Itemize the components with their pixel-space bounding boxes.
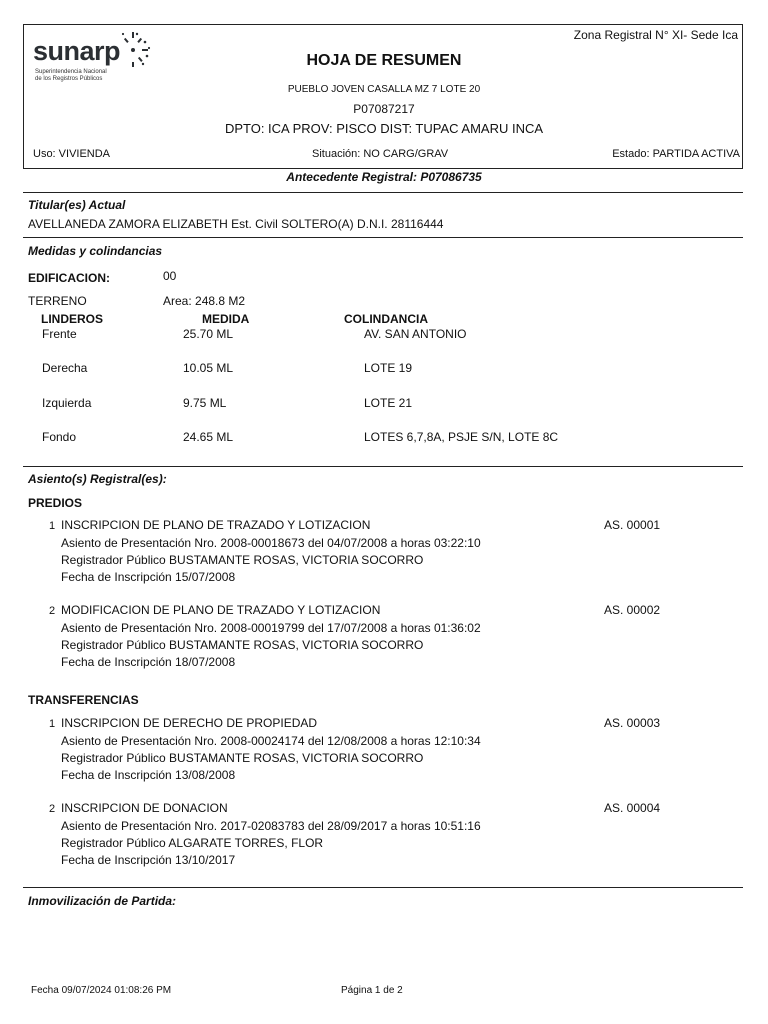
titular-heading: Titular(es) Actual	[28, 198, 126, 212]
partida-number: P07087217	[353, 102, 415, 116]
address: PUEBLO JOVEN CASALLA MZ 7 LOTE 20	[287, 84, 481, 95]
colindancia-cell: LOTE 19	[364, 361, 413, 375]
asiento-number: 1	[49, 718, 56, 730]
lindero-cell: Derecha	[42, 361, 88, 375]
divider	[23, 466, 743, 467]
lindero-cell: Fondo	[42, 430, 77, 444]
asiento-title: INSCRIPCION DE PLANO DE TRAZADO Y LOTIZACION	[61, 518, 371, 532]
situacion: Situación: NO CARG/GRAV	[312, 148, 449, 160]
asiento-presentacion: Asiento de Presentación Nro. 2008-00019799 del 17/07/2008 a horas 01:36:02	[61, 621, 481, 635]
transferencias-heading: TRANSFERENCIAS	[28, 693, 139, 707]
col-colindancia: COLINDANCIA	[344, 312, 428, 326]
asiento-number: 1	[49, 520, 56, 532]
asiento-registrador: Registrador Público BUSTAMANTE ROSAS, VICTORIA SOCORRO	[61, 553, 424, 567]
logo-subtitle-2: de los Registros Públicos	[35, 76, 103, 82]
asiento-fecha: Fecha de Inscripción 13/08/2008	[61, 768, 236, 782]
footer-pagina: Página 1 de 2	[341, 985, 403, 996]
col-medida: MEDIDA	[202, 312, 250, 326]
asiento-registrador: Registrador Público BUSTAMANTE ROSAS, VICTORIA SOCORRO	[61, 751, 424, 765]
edificacion-label: EDIFICACION:	[28, 271, 110, 285]
asiento-title: INSCRIPCION DE DONACION	[61, 801, 228, 815]
medida-cell: 10.05 ML	[183, 361, 234, 375]
inmovilizacion-heading: Inmovilización de Partida:	[28, 894, 177, 908]
zona-registral: Zona Registral N° XI- Sede Ica	[573, 28, 738, 42]
medidas-heading: Medidas y colindancias	[28, 244, 163, 258]
footer-fecha: Fecha 09/07/2024 01:08:26 PM	[31, 985, 172, 996]
divider	[23, 192, 743, 193]
asiento-presentacion: Asiento de Presentación Nro. 2008-00018673 del 04/07/2008 a horas 03:22:10	[61, 536, 481, 550]
colindancia-cell: LOTE 21	[364, 396, 413, 410]
asiento-fecha: Fecha de Inscripción 15/07/2008	[61, 570, 236, 584]
antecedente-registral: Antecedente Registral: P07086735	[286, 170, 482, 184]
asiento-registrador: Registrador Público BUSTAMANTE ROSAS, VICTORIA SOCORRO	[61, 638, 424, 652]
asiento-title: INSCRIPCION DE DERECHO DE PROPIEDAD	[61, 716, 318, 730]
titular-text: AVELLANEDA ZAMORA ELIZABETH Est. Civil SOLTERO(A) D.N.I. 28116444	[28, 217, 444, 231]
terreno-area: Area: 248.8 M2	[163, 294, 246, 308]
asiento-code: AS. 00001	[604, 518, 661, 532]
estado: Estado: PARTIDA ACTIVA	[612, 148, 740, 160]
asiento-number: 2	[49, 803, 56, 815]
divider	[23, 887, 743, 888]
col-linderos: LINDEROS	[41, 312, 104, 326]
asiento-presentacion: Asiento de Presentación Nro. 2008-00024174 del 12/08/2008 a horas 12:10:34	[61, 734, 481, 748]
asiento-fecha: Fecha de Inscripción 13/10/2017	[61, 853, 236, 867]
divider	[23, 237, 743, 238]
asiento-fecha: Fecha de Inscripción 18/07/2008	[61, 655, 236, 669]
asiento-title: MODIFICACION DE PLANO DE TRAZADO Y LOTIZACION	[61, 603, 381, 617]
asientos-heading: Asiento(s) Registral(es):	[28, 472, 167, 486]
location: DPTO: ICA PROV: PISCO DIST: TUPAC AMARU INCA	[224, 121, 544, 136]
medida-cell: 25.70 ML	[183, 327, 234, 341]
uso: Uso: VIVIENDA	[33, 148, 111, 160]
asiento-code: AS. 00004	[604, 801, 661, 815]
page-title: HOJA DE RESUMEN	[306, 52, 462, 69]
asiento-presentacion: Asiento de Presentación Nro. 2017-02083783 del 28/09/2017 a horas 10:51:16	[61, 819, 481, 833]
lindero-cell: Frente	[42, 327, 77, 341]
edificacion-value: 00	[163, 269, 177, 283]
colindancia-cell: LOTES 6,7,8A, PSJE S/N, LOTE 8C	[364, 430, 559, 444]
medida-cell: 24.65 ML	[183, 430, 234, 444]
asiento-registrador: Registrador Público ALGARATE TORRES, FLOR	[61, 836, 324, 850]
lindero-cell: Izquierda	[42, 396, 92, 410]
medida-cell: 9.75 ML	[183, 396, 227, 410]
logo-subtitle-1: Superintendencia Nacional	[35, 69, 107, 75]
asiento-number: 2	[49, 605, 56, 617]
asiento-code: AS. 00003	[604, 716, 661, 730]
terreno-label: TERRENO	[28, 294, 87, 308]
asiento-code: AS. 00002	[604, 603, 661, 617]
logo-text: sunarp	[33, 36, 121, 66]
colindancia-cell: AV. SAN ANTONIO	[364, 327, 467, 341]
predios-heading: PREDIOS	[28, 496, 83, 510]
